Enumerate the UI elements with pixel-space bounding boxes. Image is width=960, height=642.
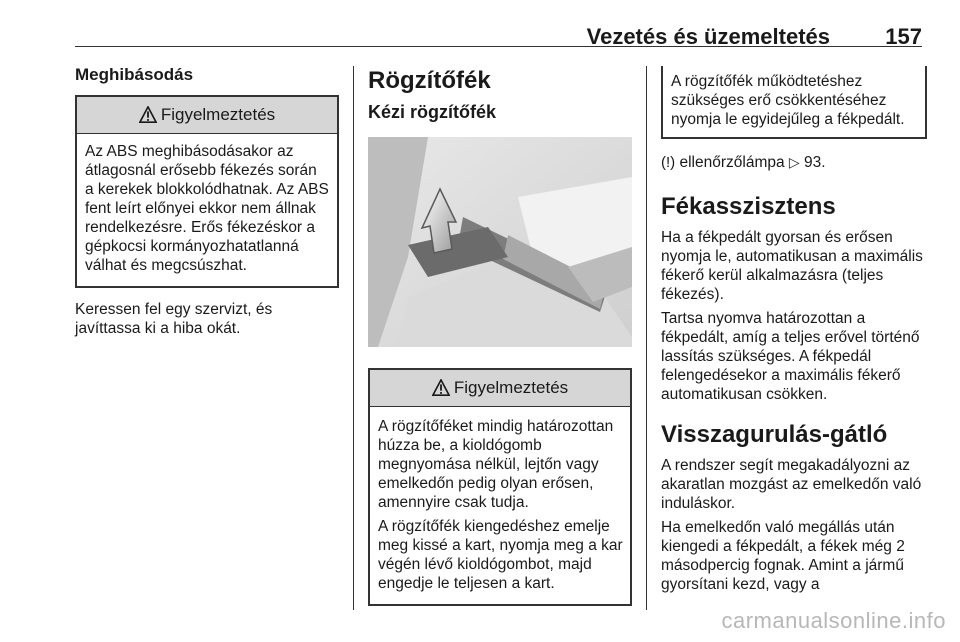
hill-start-paragraph-1: A rendszer segít megakadályozni az akaratlan mozgást az emelkedőn való induláskor. — [661, 457, 922, 512]
brake-warning-lamp-icon: (!) — [661, 154, 676, 171]
warning-box-abs — [75, 95, 339, 288]
indicator-line — [661, 153, 927, 172]
service-paragraph: Keressen fel egy szervizt, és javíttassa ki a hiba okát. — [75, 301, 273, 337]
column-3 — [661, 66, 927, 599]
warning-text: Az ABS meghibásodásakor az átlagosnál erősebb fékezés során a kerekek blokkolódhatnak. Az ABS fent leírt előnyei ekkor nem állnak rendelkezésre. Erős fékezéskor a gépkocsi kormányozhatatlanná válhat és megcsúszhat. — [85, 143, 329, 274]
hill-start-paragraph-2: Ha emelkedőn való megállás után kiengedi a fékpedált, a fékek még 2 másodpercig fognak. Amint a jármű gyorsítani kezd, vagy a — [661, 519, 905, 593]
page-header-title: Vezetés és üzemeltetés — [586, 24, 830, 49]
column-2 — [368, 66, 632, 618]
note-text: A rögzítőfék működtetéshez szükséges erő csökkentéséhez nyomja le egyidejűleg a fékpedált. — [671, 73, 905, 128]
parking-brake-photo — [368, 137, 632, 347]
watermark: carmanualsonline.info — [721, 608, 946, 633]
warning-box-parking-brake — [368, 368, 632, 606]
warning-paragraph-2: A rögzítőfék kiengedéshez emelje meg kissé a kart, nyomja meg a kar végén lévő kioldógombot, majd engedje le teljesen a kart. — [378, 518, 623, 592]
warning-title: Figyelmeztetés — [453, 378, 569, 397]
header-rule — [75, 46, 922, 47]
warning-title: Figyelmeztetés — [160, 105, 276, 124]
warning-box-header — [370, 370, 630, 407]
indicator-page-ref[interactable]: 93. — [804, 154, 826, 171]
section-heading-malfunction: Meghibásodás — [75, 65, 194, 84]
indicator-text: ellenőrzőlámpa — [679, 154, 785, 171]
warning-box-header — [77, 97, 337, 134]
warning-box-body — [77, 134, 337, 286]
warning-paragraph-1: A rögzítőféket mindig határozottan húzza be, a kioldógomb megnyomása nélkül, lejtőn vagy emelkedőn pedig olyan erősen, amennyire csak tudja. — [378, 418, 614, 511]
brake-assist-paragraph-2: Tartsa nyomva határozottan a fékpedált, amíg a teljes erővel történő lassítás szükséges. A fékpedál felengedésekor a maximális fékerő automatikusan csökken. — [661, 310, 920, 403]
subheading-manual-parking-brake: Kézi rögzítőfék — [368, 102, 497, 122]
column-divider-right — [646, 66, 647, 610]
brake-assist-paragraph-1: Ha a fékpedált gyorsan és erősen nyomja le, automatikusan a maximális fékerő kerül alkalmazásra (teljes fékezés). — [661, 229, 923, 303]
warning-triangle-icon — [139, 106, 157, 124]
section-heading-parking-brake: Rögzítőfék — [368, 67, 491, 94]
column-1 — [75, 65, 339, 343]
cross-reference-icon: ▷ — [788, 154, 800, 170]
page-number: 157 — [885, 24, 922, 49]
section-heading-hill-start-assist: Visszagurulás-gátló — [661, 421, 888, 448]
warning-box-body — [370, 407, 630, 604]
column-divider-left — [353, 66, 354, 610]
warning-triangle-icon — [432, 379, 450, 397]
note-box — [661, 66, 927, 139]
section-heading-brake-assist: Fékasszisztens — [661, 193, 836, 220]
